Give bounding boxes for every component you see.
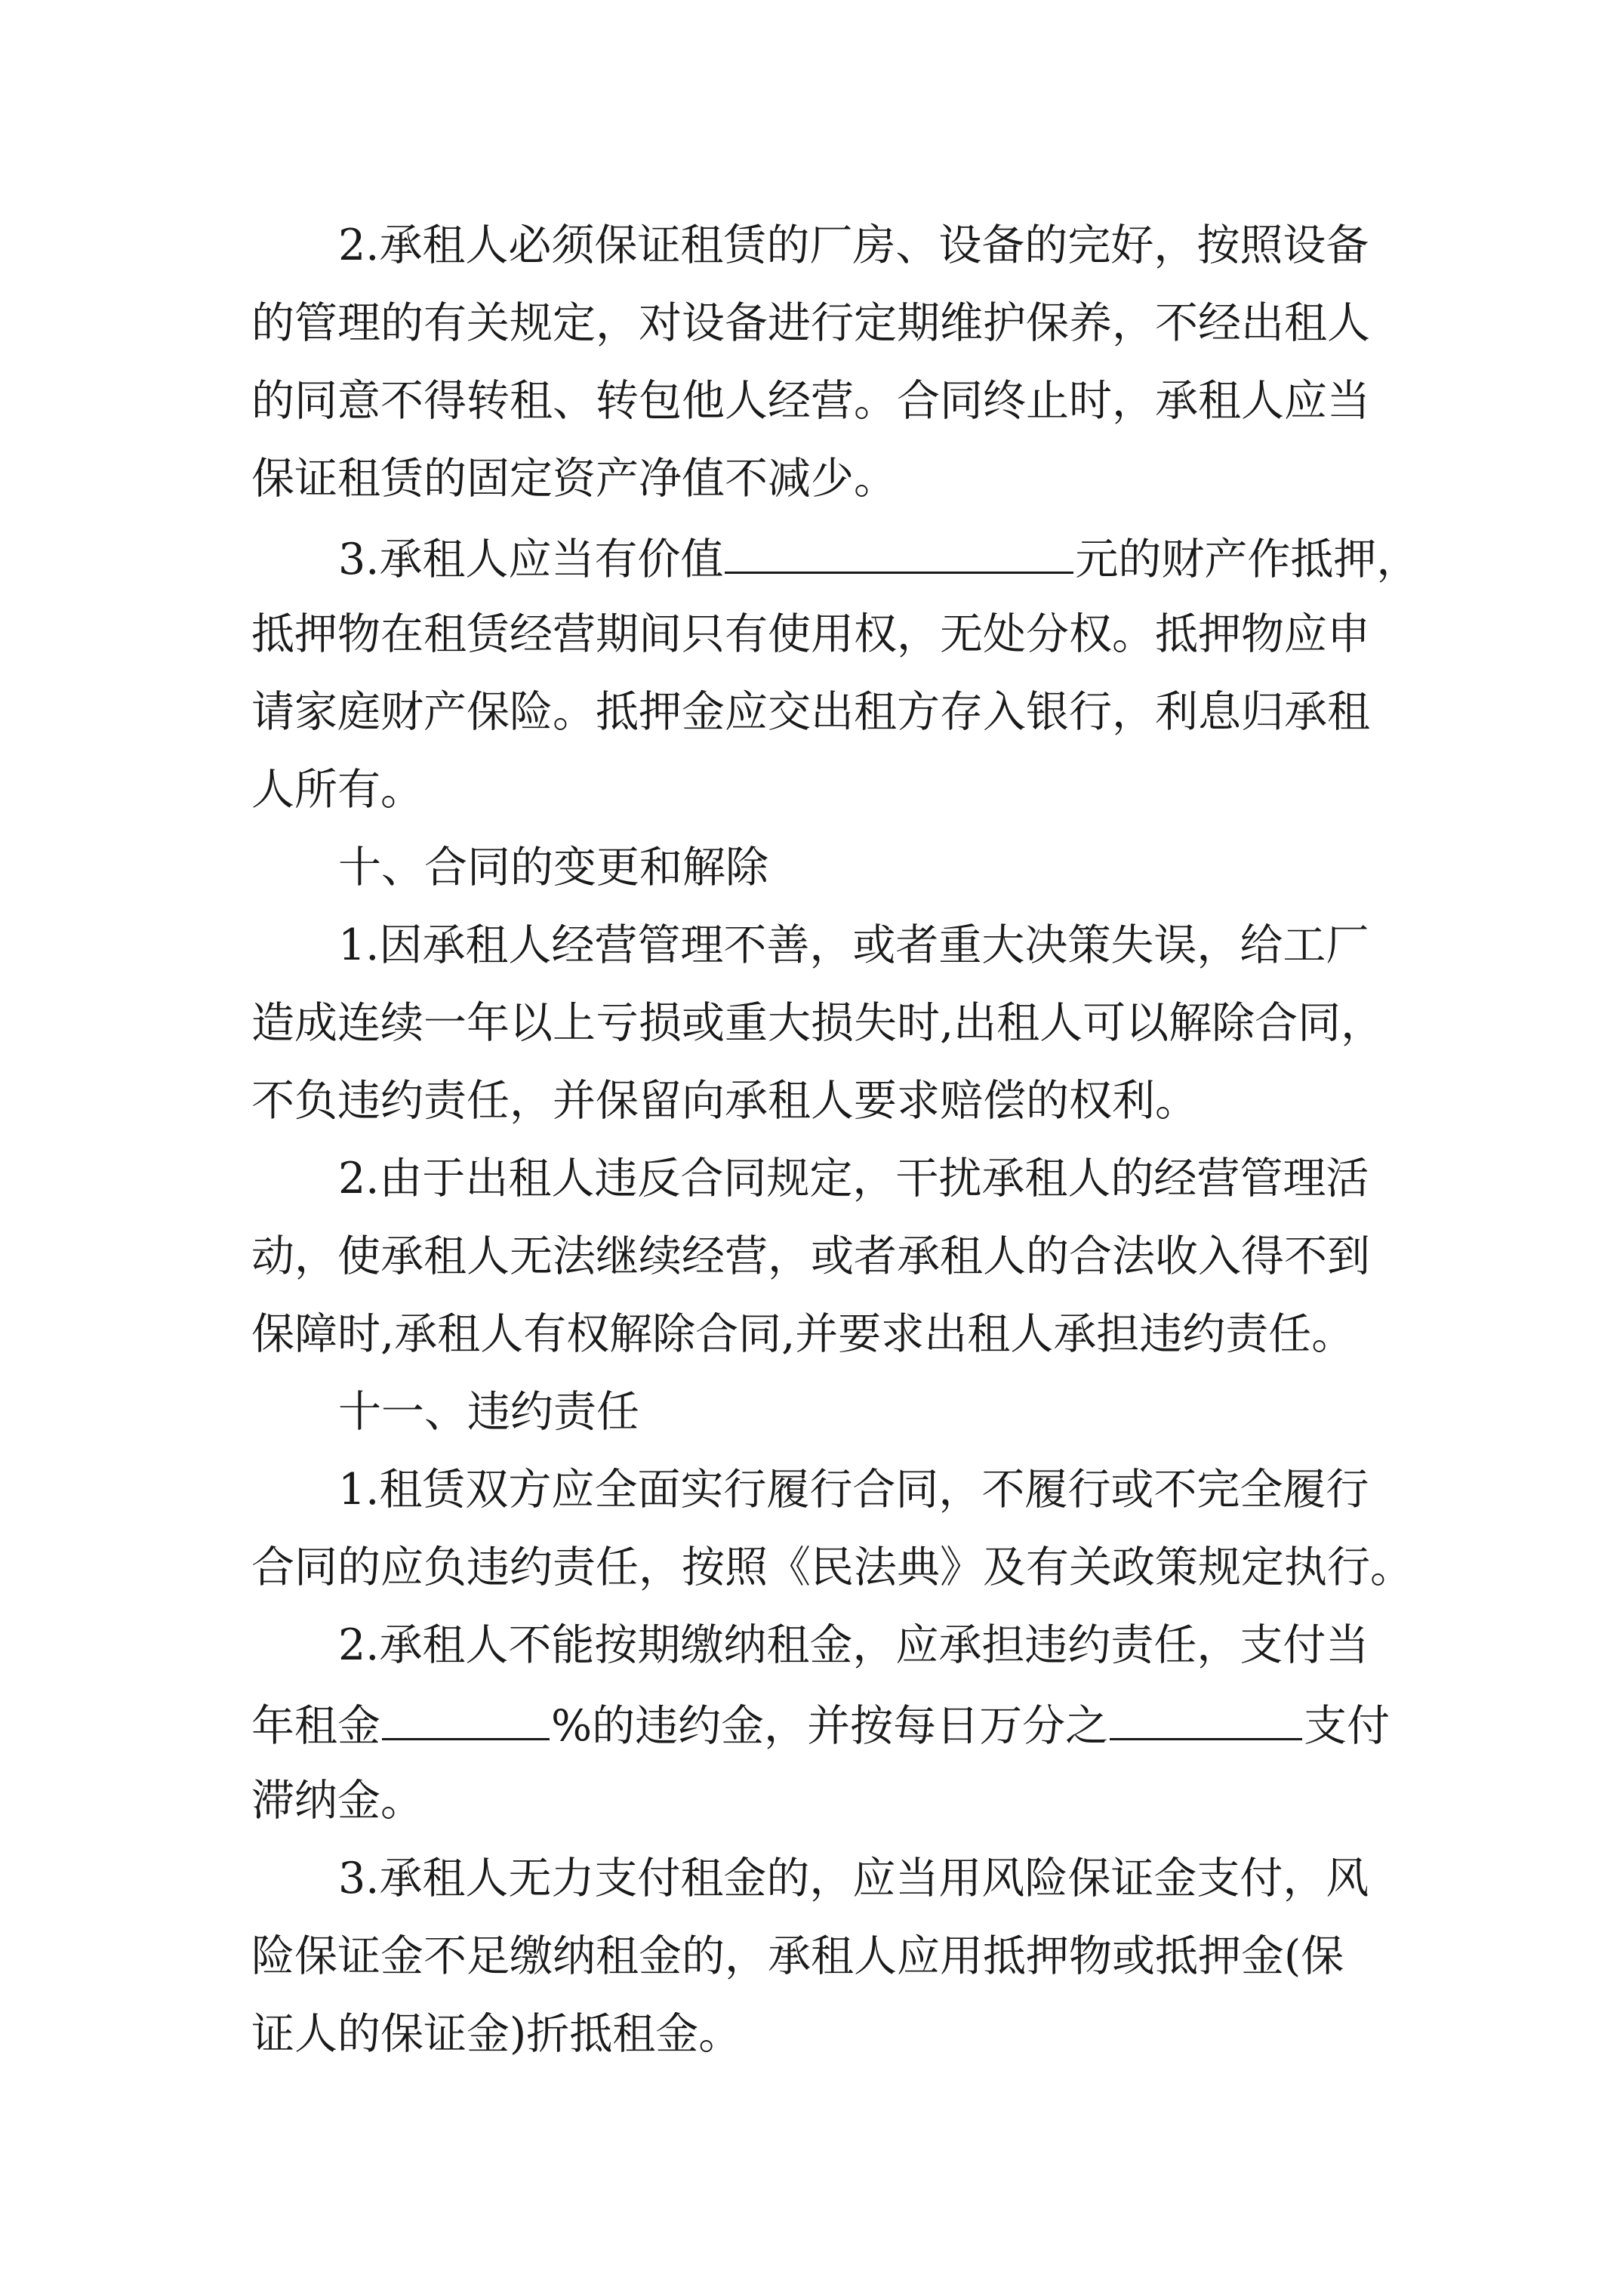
text-line [251, 1693, 1390, 1753]
text-line: 2.由于出租人违反合同规定，干扰承租人的经营管理活 [338, 1154, 1369, 1203]
text-line: 1.因承租人经营管理不善，或者重大决策失误，给工厂 [338, 920, 1369, 970]
text-line: 2.承租人必须保证租赁的厂房、设备的完好，按照设备 [338, 220, 1369, 270]
text-line: 的管理的有关规定，对设备进行定期维护保养，不经出租人 [251, 298, 1370, 348]
fill-in-blank[interactable] [382, 1693, 550, 1740]
section-heading: 十、合同的变更和解除 [338, 843, 768, 892]
text-line: 不负违约责任，并保留向承租人要求赔偿的权利。 [251, 1076, 1198, 1126]
text-line: 1.租赁双方应全面实行履行合同，不履行或不完全履行 [338, 1465, 1369, 1515]
text-line: 的同意不得转租、转包他人经营。合同终止时，承租人应当 [251, 376, 1370, 426]
text-line [338, 526, 1419, 587]
text-fragment: 3.承租人应当有价值 [338, 535, 724, 584]
section-heading: 十一、违约责任 [338, 1387, 639, 1437]
text-line: 证人的保证金)折抵租金。 [251, 2009, 742, 2059]
text-fragment: 年租金 [251, 1701, 380, 1751]
text-fragment: 元的财产作抵押， [1075, 535, 1420, 584]
text-line: 险保证金不足缴纳租金的，承租人应用抵押物或抵押金(保 [251, 1931, 1344, 1981]
text-line: 人所有。 [251, 765, 423, 815]
text-line: 滞纳金。 [251, 1776, 423, 1826]
text-line: 造成连续一年以上亏损或重大损失时,出租人可以解除合同， [251, 998, 1384, 1048]
text-line: 保障时,承租人有权解除合同,并要求出租人承担违约责任。 [251, 1309, 1355, 1359]
text-line: 请家庭财产保险。抵押金应交出租方存入银行，利息归承租 [251, 687, 1370, 737]
text-fragment: 支付 [1304, 1701, 1390, 1751]
text-line: 动，使承租人无法继续经营，或者承租人的合法收入得不到 [251, 1231, 1370, 1281]
text-line: 抵押物在租赁经营期间只有使用权，无处分权。抵押物应申 [251, 609, 1370, 659]
fill-in-blank[interactable] [725, 526, 1073, 574]
fill-in-blank[interactable] [1110, 1693, 1302, 1740]
text-line: 合同的应负违约责任，按照《民法典》及有关政策规定执行。 [251, 1542, 1413, 1592]
text-line: 保证租赁的固定资产净值不减少。 [251, 454, 897, 504]
text-line: 2.承租人不能按期缴纳租金，应承担违约责任，支付当 [338, 1620, 1369, 1670]
text-fragment: %的违约金，并按每日万分之 [551, 1701, 1109, 1751]
text-line: 3.承租人无力支付租金的，应当用风险保证金支付，风 [338, 1854, 1369, 1903]
